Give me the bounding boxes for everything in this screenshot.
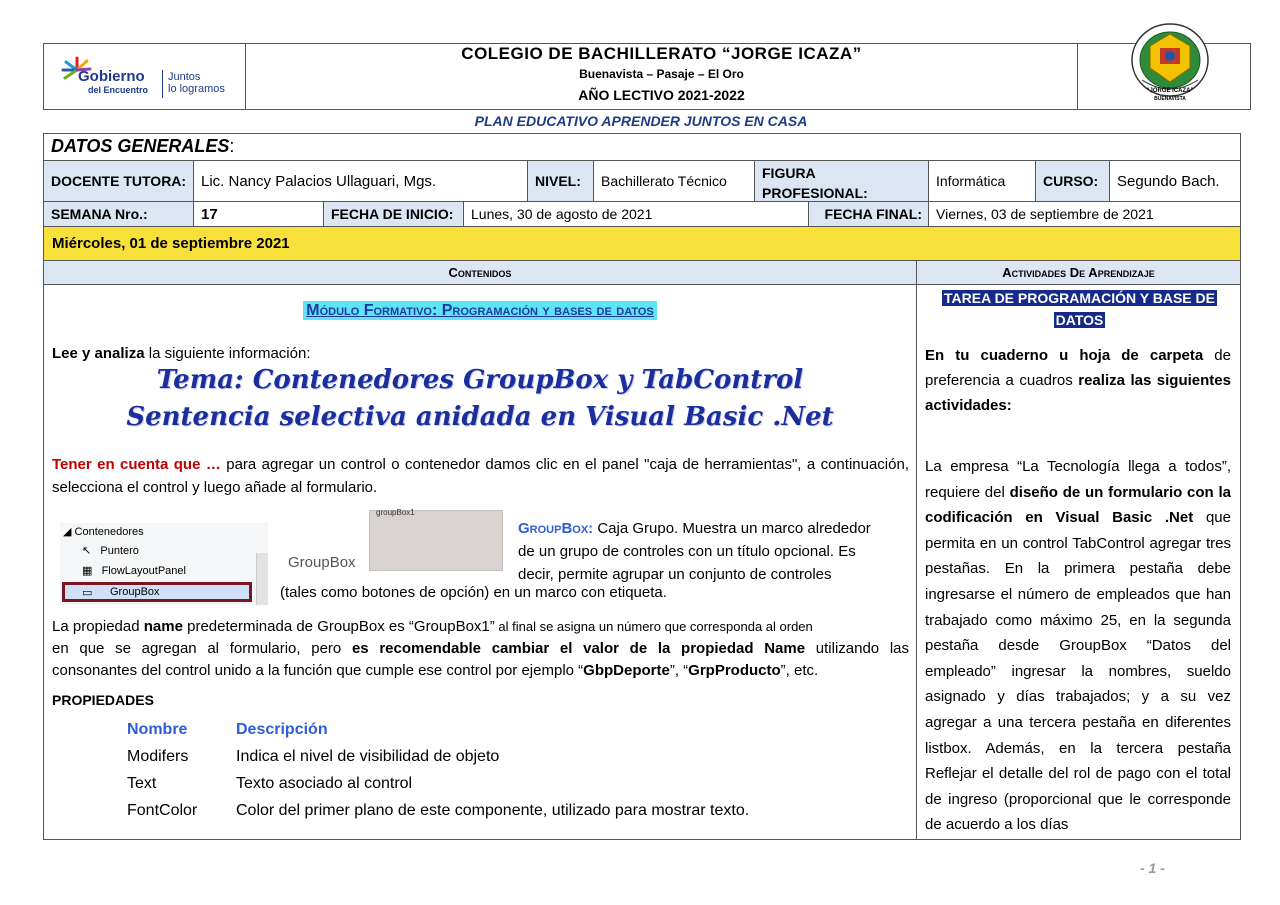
panel-icon: ▦ [82, 565, 93, 577]
day-row [43, 227, 1241, 261]
logo-divider [162, 70, 163, 98]
fecha-final-label: FECHA FINAL: [809, 202, 929, 226]
plan-title: PLAN EDUCATIVO APRENDER JUNTOS EN CASA [474, 113, 808, 129]
curso-value: Segundo Bach. [1117, 172, 1220, 190]
figura-label: FIGURA PROFESIONAL: [755, 161, 929, 201]
table-row: Modifers Indica el nivel de visibilidad de objeto [127, 748, 500, 765]
fecha-inicio-value: Lunes, 30 de agosto de 2021 [464, 202, 809, 226]
docente-label: DOCENTE TUTORA: [44, 161, 194, 201]
pointer-icon: ↖ [82, 545, 92, 557]
header-title-cell [246, 44, 1078, 109]
datos-generales-title: DATOS GENERALES: [51, 136, 235, 156]
general-row-1 [43, 160, 1241, 202]
activity-paragraph: La empresa “La Tecnología llega a todos”, requiere del diseño de un formulario con la codificación en Visual Basic .Net que permita en un control TabControl agregar tres pestañas. En la primera pestaña debe ingresarse el número de empleados que han trabajado como máximo 25, en la segunda pestaña desde GroupBox “Datos del empleado” ingresar la nombres, sueldo asignado y días trabajados; y a su vez agregar a una tercera pestaña en diferentes listbox. Además, en la tercera pestaña Reflejar el detalle del rol de pago con el total de ingreso (proporcional que le corresponde de acuerdo a los días [925, 458, 1231, 834]
docente-value: Lic. Nancy Palacios Ullaguari, Mgs. [194, 161, 528, 201]
toolbox-header: ◢ Contenedores [63, 526, 144, 538]
crest-sub: BUENAVISTA [1154, 96, 1186, 102]
school-name: COLEGIO DE BACHILLERATO “JORGE ICAZA” [461, 44, 862, 63]
crest-text: “JORGE ICAZA” [1146, 88, 1194, 94]
datos-generales-header [43, 133, 1241, 160]
curso-label: CURSO: [1036, 161, 1110, 201]
school-location: Buenavista – Pasaje – El Oro [579, 67, 744, 81]
semana-value: 17 [194, 202, 324, 226]
logo-slogan-1: Juntos [168, 71, 201, 83]
header-box [43, 43, 1251, 110]
module-title-wrap [44, 302, 916, 320]
content-box [43, 285, 1241, 840]
government-logo [44, 44, 246, 109]
toolbox-panel [60, 523, 268, 605]
page-number: - 1 - [1140, 860, 1165, 876]
toolbox-scrollbar[interactable] [256, 553, 268, 605]
columns-header [43, 261, 1241, 285]
crest-emblem-icon [1128, 16, 1212, 108]
general-row-2 [43, 202, 1241, 227]
nivel-label: NIVEL: [528, 161, 594, 201]
table-row: Text Texto asociado al control [127, 775, 413, 792]
fecha-inicio-label: FECHA DE INICIO: [324, 202, 464, 226]
toolbox-item-puntero[interactable]: ↖ Puntero [82, 545, 139, 557]
school-crest [1128, 16, 1212, 108]
lee-line: Lee y analiza la siguiente información: [52, 345, 311, 362]
toolbox-item-groupbox[interactable]: ▭ GroupBox [62, 582, 252, 602]
col-contenidos: Contenidos [448, 265, 512, 280]
groupbox-description-end: (tales como botones de opción) en un marco con etiqueta. [280, 584, 667, 601]
col-actividades: Actividades De Aprendizaje [1002, 265, 1155, 280]
semana-label: SEMANA Nro.: [44, 202, 194, 226]
groupbox-sample-caption: groupBox1 [376, 508, 415, 517]
fecha-final-value: Viernes, 03 de septiembre de 2021 [936, 206, 1154, 222]
school-year: AÑO LECTIVO 2021-2022 [578, 87, 745, 103]
groupbox-description: GroupBox: Caja Grupo. Muestra un marco alrededor de un grupo de controles con un título opcional. Es decir, permite agrupar un conjunto de controles [518, 520, 871, 583]
properties-table-header: Nombre Descripción [127, 721, 328, 738]
groupbox-preview-label: GroupBox [288, 554, 356, 571]
activity-intro: En tu cuaderno u hoja de carpeta de preferencia a cuadros realiza las siguientes actividades: [925, 347, 1231, 414]
toolbox-item-flowlayoutpanel[interactable]: ▦ FlowLayoutPanel [82, 565, 186, 577]
activity-title: TAREA DE PROGRAMACIÓN Y BASE DE DATOS [944, 290, 1215, 328]
properties-table [127, 716, 749, 824]
tema-line-1: Tema: Contenedores GroupBox y TabControl [156, 365, 804, 395]
name-paragraph: La propiedad name predeterminada de GroupBox es “GroupBox1” al final se asigna un número que corresponda al orden en que se agregan al formulario, pero es recomendable cambiar el valor de la propiedad Name utilizando las consonantes del control unido a la función que cumple ese control por ejemplo “GbpDeporte”, “GrpProducto”, etc. [52, 618, 910, 679]
tener-paragraph: Tener en cuenta que … para agregar un control o contenedor damos clic en el panel "caja de herramientas", a continuación, selecciona el control y luego añade al formulario. [52, 456, 909, 496]
groupbox-icon: ▭ [82, 587, 93, 599]
logo-sub: del Encuentro [88, 85, 149, 95]
logo-brand: Gobierno [78, 68, 145, 85]
nivel-value: Bachillerato Técnico [594, 161, 755, 201]
module-title: Módulo Formativo: Programación y bases de datos [303, 301, 657, 320]
groupbox-sample [369, 510, 503, 571]
logo-slogan-2: lo logramos [168, 83, 225, 95]
figura-value: Informática [929, 161, 1036, 201]
propiedades-heading: PROPIEDADES [52, 692, 154, 708]
tema-line-2: Sentencia selectiva anidada en Visual Basic .Net [126, 402, 834, 432]
table-row: FontColor Color del primer plano de este componente, utilizado para mostrar texto. [127, 802, 750, 819]
day-label: Miércoles, 01 de septiembre 2021 [52, 235, 290, 252]
